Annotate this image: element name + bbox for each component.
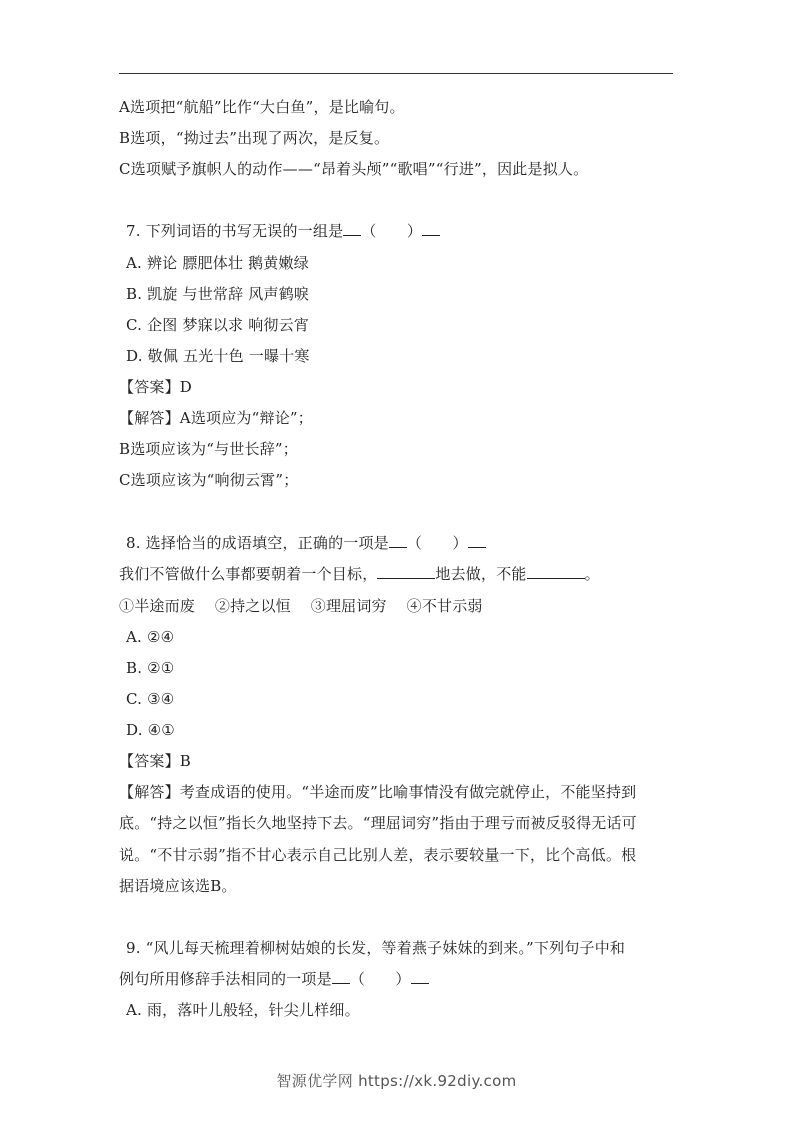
option-c: C. 企图 梦寐以求 响彻云宵 (126, 316, 310, 334)
sentence-part: 。 (584, 565, 600, 583)
question-text: 7. 下列词语的书写无误的一组是 (126, 222, 344, 240)
explanation-line: C选项应该为“响彻云霄”； (119, 471, 299, 489)
question-8-stem (126, 533, 686, 553)
option-a: A. ②④ (126, 628, 175, 646)
page-footer: 智源优学网 https://xk.92diy.com (276, 1072, 517, 1090)
explanation-line: 据语境应该选B。 (119, 877, 237, 895)
fill-in-sentence (119, 564, 679, 584)
idiom-choices: ①半途而废 ②持之以恒 ③理屈词穷 ④不甘示弱 (119, 597, 483, 615)
sentence-part: 我们不管做什么事都要朝着一个目标， (119, 565, 378, 583)
explanation-line: B选项，“拗过去”出现了两次，是反复。 (119, 129, 390, 147)
option-c: C. ③④ (126, 690, 175, 708)
answer-parens: （ ） (349, 970, 411, 988)
fill-blank (527, 564, 585, 579)
question-7-stem (126, 221, 686, 241)
question-9-stem-cont (119, 969, 679, 989)
option-b: B. 凯旋 与世常辞 风声鹤唳 (126, 285, 310, 303)
explanation-line: A选项把“航船”比作“大白鱼”，是比喻句。 (119, 98, 405, 116)
answer-blank (343, 221, 361, 236)
option-a: A. 辨论 膘肥体壮 鹅黄嫩绿 (126, 254, 309, 272)
answer-blank (389, 533, 407, 548)
answer-blank (468, 533, 486, 548)
option-a: A. 雨，落叶儿般轻，针尖儿样细。 (126, 1001, 360, 1019)
option-d: D. 敬佩 五光十色 一曝十寒 (126, 347, 310, 365)
explanation-line: 说。“不甘示弱”指不甘心表示自己比别人差，表示要较量一下，比个高低。根 (119, 846, 637, 864)
option-b: B. ②① (126, 659, 175, 677)
option-d: D. ④① (126, 721, 175, 739)
explanation-line: 【解答】A选项应为“辩论”； (119, 409, 313, 427)
answer-parens: （ ） (361, 222, 423, 240)
question-text: 8. 选择恰当的成语填空，正确的一项是 (126, 534, 389, 552)
sentence-part: 地去做，不能 (435, 565, 527, 583)
answer-blank (422, 221, 440, 236)
header-rule (119, 73, 673, 74)
answer-label: 【答案】D (119, 378, 193, 396)
explanation-line: 【解答】考查成语的使用。“半途而废”比喻事情没有做完就停止，不能坚持到 (119, 783, 637, 801)
question-text: 例句所用修辞手法相同的一项是 (119, 970, 332, 988)
explanation-line: C选项赋予旗帜人的动作——“昂着头颅”“歌唱”“行进”，因此是拟人。 (119, 160, 589, 178)
explanation-line: 底。“持之以恒”指长久地坚持下去。“理屈词穷”指由于理亏而被反驳得无话可 (119, 814, 637, 832)
answer-label: 【答案】B (119, 752, 192, 770)
explanation-line: B选项应该为“与世长辞”； (119, 440, 298, 458)
fill-blank (377, 564, 435, 579)
answer-parens: （ ） (406, 534, 468, 552)
question-9-stem: 9. “风儿每天梳理着柳树姑娘的长发，等着燕子妹妹的到来。”下列句子中和 (126, 939, 626, 957)
answer-blank (332, 969, 350, 984)
answer-blank (411, 969, 429, 984)
